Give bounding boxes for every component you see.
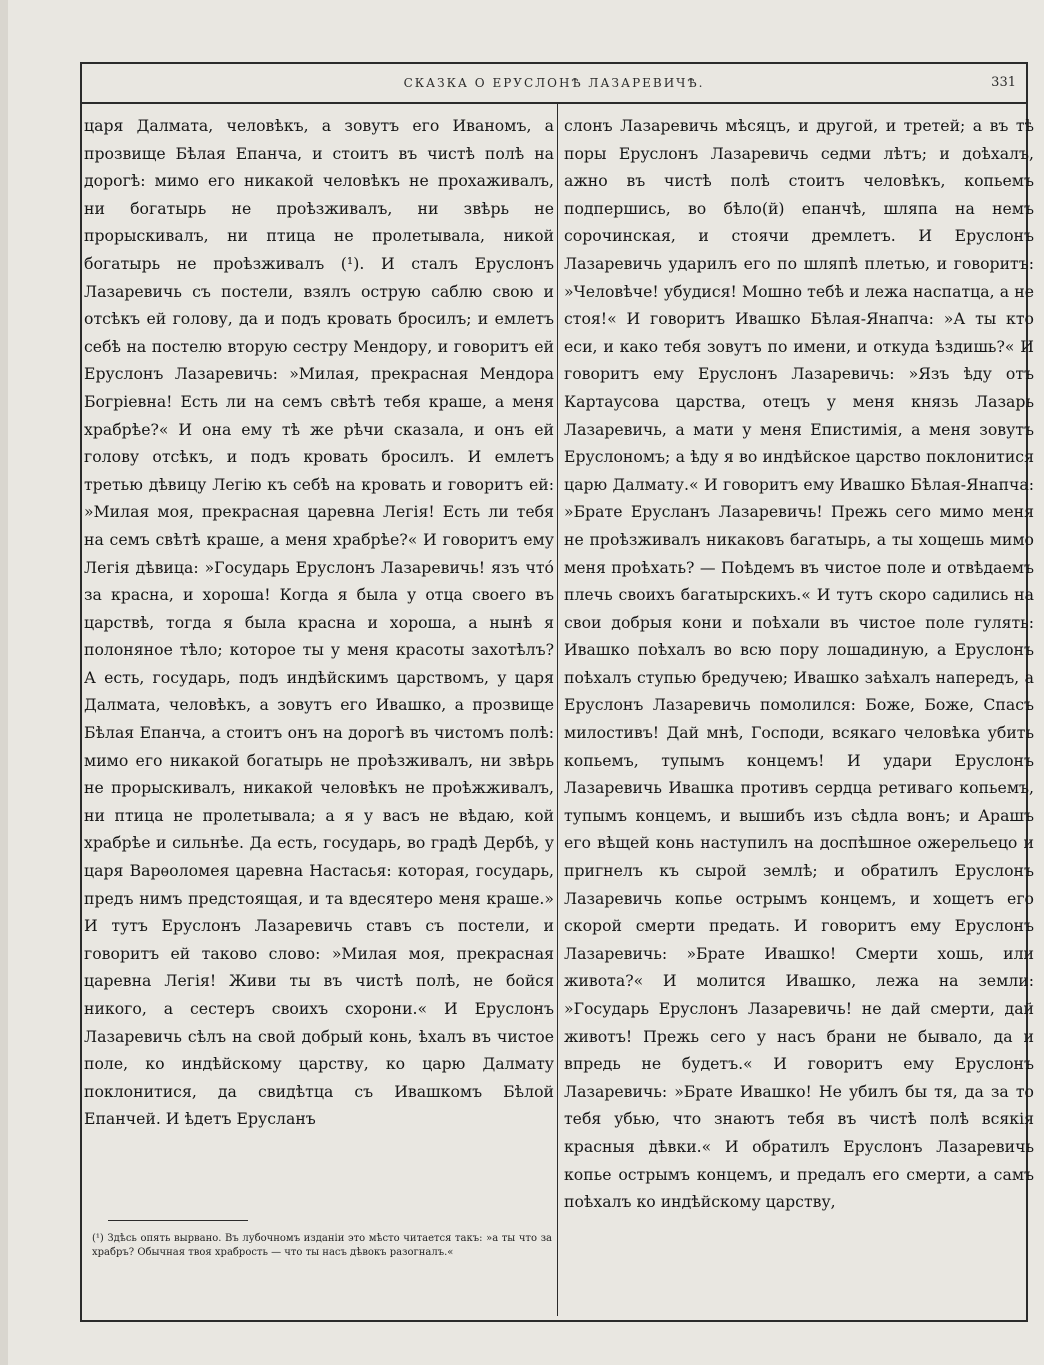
right-column-text: слонъ Лазаревичь мѣсяцъ, и другой, и третей; а въ тѣ поры Еруслонъ Лазаревичь седми лѣтъ; и доѣхалъ, ажно въ чистѣ полѣ стоитъ человѣкъ, копьемъ подпершись, во бѣло(й) епанчѣ, шляпа на немъ сорочинская, и стоячи дремлетъ. И Еруслонъ Лазаревичь ударилъ его по шляпѣ плетью, и говоритъ: »Человѣче! убудися! Мошно тебѣ и лежа наспатца, а не стоя!« И говоритъ Ивашко Бѣлая-Янапча: »А ты кто еси, и како тебя зовутъ по имени, и откуда ѣздишь?« И говоритъ ему Еруслонъ Лазаревичь: »Язъ ѣду отъ Картаусова царства, отецъ у меня князь Лазарь Лазаревичь, а мати у меня Епистимія, а меня зовутъ Еруслономъ; а ѣду я во индѣйское царство поклонитися царю Далмату.« И говоритъ ему Ивашко Бѣлая-Янапча: »Брате Ерусланъ Лазаревичь! Прежь сего мимо меня не проѣзживалъ никаковъ багатырь, а ты хощешь мимо меня проѣхать? — Поѣдемъ въ чистое поле и отвѣдаемъ плечь своихъ багатырскихъ.« И тутъ скоро садились на свои добрыя кони и поѣхали въ чистое поле гулять: Ивашко поѣхалъ во всю пору лошадиную, а Еруслонъ поѣхалъ ступью бредучею; Ивашко заѣхалъ напередъ, а Еруслонъ Лазаревичь помолился: Боже, Боже, Спасъ милостивъ! Дай мнѣ, Господи, всякаго человѣка убить копьемъ, тупымъ концемъ! И удари Еруслонъ Лазаревичь Ивашка противъ сердца ретиваго копьемъ, тупымъ концемъ, и вышибъ изъ сѣдла вонъ; и Арашъ его вѣщей конь наступилъ на доспѣшное ожерельецо и пригнелъ къ сырой землѣ; и обратилъ Еруслонъ Лазаревичь копье острымъ концемъ, и хощетъ его скорой смерти предать. И говоритъ ему Еруслонъ Лазаревичь: »Брате Ивашко! Смерти хошь, или живота?« И молится Ивашко, лежа на земли: »Государь Еруслонъ Лазаревичь! не дай смерти, дай животъ! Прежь сего у насъ брани не бывало, да и впредь не будетъ.« И говоритъ ему Еруслонъ Лазаревичь: »Брате Ивашко! Не убилъ бы тя, да за то тебя убью, что знаютъ тебя въ чистѣ полѣ всякія красныя дѣвки.« И обратилъ Еруслонъ Лазаревичь копье острымъ концемъ, и предалъ его смерти, а самъ поѣхалъ ко индѣйскому царству, [564, 116, 1034, 1212]
footnote: (¹) Здѣсь опять вырвано. Въ лубочномъ изданіи это мѣсто читается такъ: »а ты что за храбръ? Обычная твоя храбрость — что ты насъ дѣвокъ разогналъ.« [92, 1233, 552, 1258]
book-page [8, 0, 1044, 1365]
running-title: СКАЗКА О ЕРУСЛОНѢ ЛАЗАРЕВИЧѢ. [403, 76, 705, 90]
page-number: 331 [991, 75, 1016, 90]
left-column [84, 112, 554, 1133]
column-divider [557, 104, 558, 1316]
right-column [564, 112, 1034, 1216]
footnote-rule [108, 1220, 248, 1221]
left-column-text: царя Далмата, человѣкъ, а зовутъ его Иваномъ, а прозвище Бѣлая Епанча, и стоитъ въ чистѣ полѣ на дорогѣ: мимо его никакой человѣкъ не прохаживалъ, ни богатырь не проѣзживалъ, ни звѣрь не прорыскивалъ, ни птица не пролетывала, никой богатырь не проѣзживалъ (¹). И сталъ Еруслонъ Лазаревичь съ постели, взялъ острую саблю свою и отсѣкъ ей голову, да и подъ кровать бросилъ; и емлетъ себѣ на постелю вторую сестру Мендору, и говоритъ ей Еруслонъ Лазаревичь: »Милая, прекрасная Мендора Богріевна! Есть ли на семъ свѣтѣ тебя краше, а меня храбрѣе?« И она ему тѣ же рѣчи сказала, и онъ ей голову отсѣкъ, и подъ кровать бросилъ. И емлетъ третью дѣвицу Легію къ себѣ на кровать и говоритъ ей: »Милая моя, прекрасная царевна Легія! Есть ли тебя на семъ свѣтѣ краше, а меня храбрѣе?« И говоритъ ему Легія дѣвица: »Государь Еруслонъ Лазаревичь! язъ что́ за красна, и хороша! Когда я была у отца своего въ царствѣ, тогда я была красна и хороша, а нынѣ я полоняное тѣло; которое ты у меня красоты захотѣлъ? А есть, государь, подъ индѣйскимъ царствомъ, у царя Далмата, человѣкъ, а зовутъ его Ивашко, а прозвище Бѣлая Епанча, а стоитъ онъ на дорогѣ въ чистомъ полѣ: мимо его никакой богатырь не проѣзживалъ, ни звѣрь не прорыскивалъ, никакой человѣкъ не проѣжживалъ, ни птица не пролетывала; а я у васъ не вѣдаю, кой храбрѣе и сильнѣе. Да есть, государь, во градѣ Дербѣ, у царя Варѳоломея царевна Настасья: которая, государь, предъ нимъ предстоящая, и та вдесятеро меня краше.» И тутъ Еруслонъ Лазаревичь ставъ съ постели, и говоритъ ей таково слово: »Милая моя, прекрасная царевна Легія! Живи ты въ чистѣ полѣ, не бойся никого, а сестеръ своихъ схорони.« И Еруслонъ Лазаревичь сѣлъ на свой добрый конь, ѣхалъ въ чистое поле, ко индѣйскому царству, ко царю Далмату поклонитися, да свидѣтца съ Ивашкомъ Бѣлой Епанчей. И ѣдетъ Ерусланъ [84, 116, 554, 1129]
running-header [82, 70, 1026, 104]
